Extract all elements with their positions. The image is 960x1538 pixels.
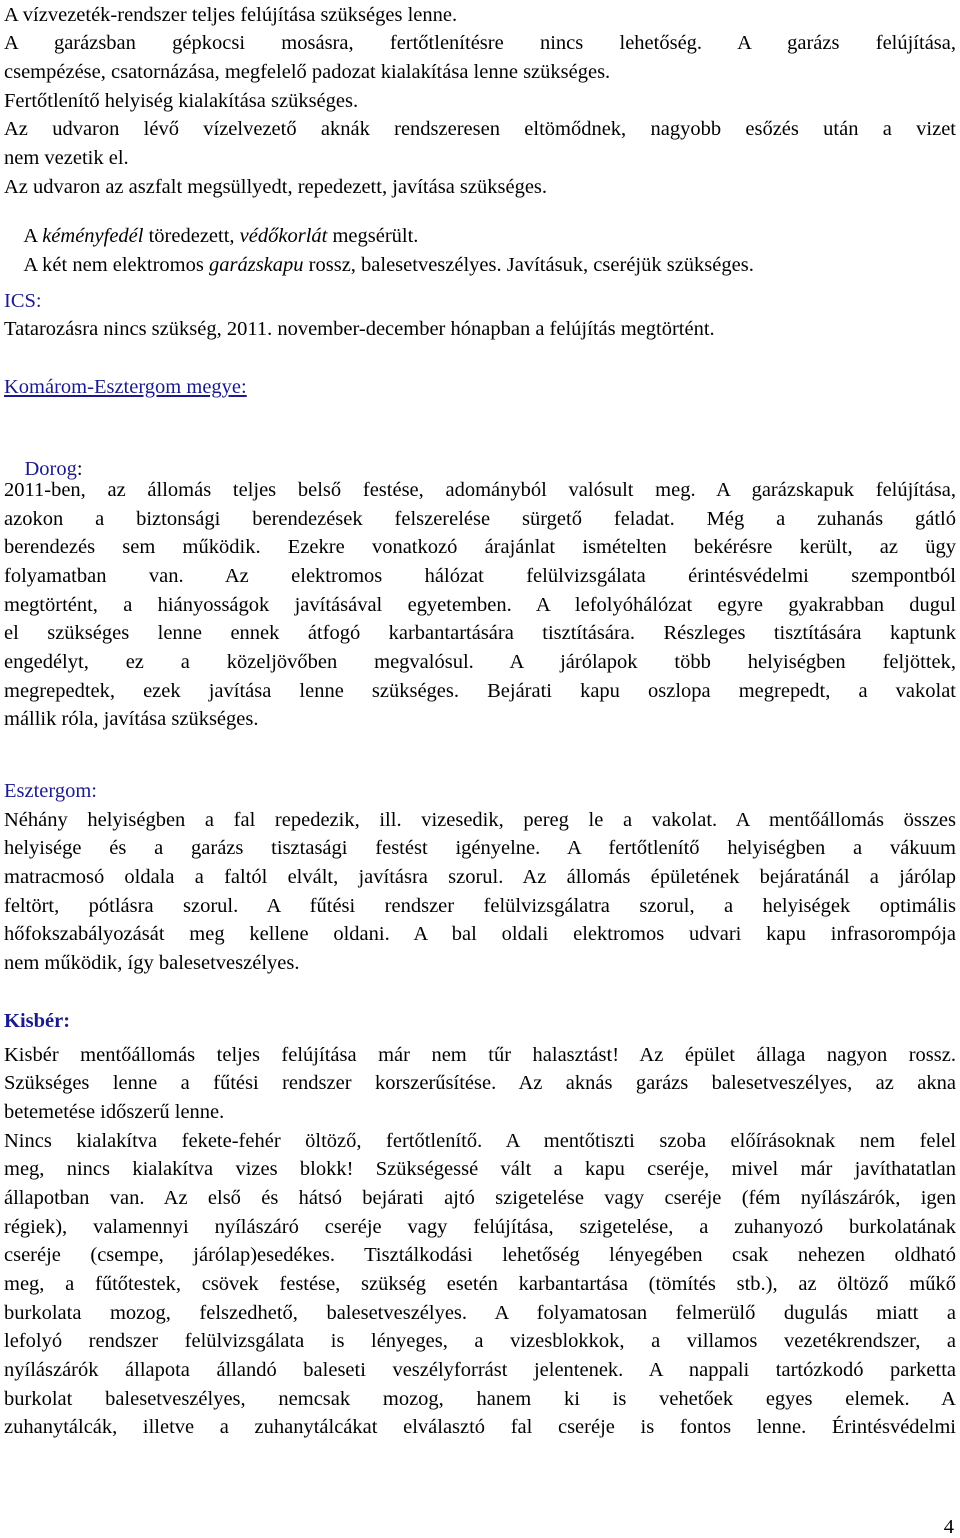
county-heading: Komárom-Esztergom megye:: [4, 376, 247, 398]
italic-term: kéményfedél: [42, 224, 144, 247]
text-line: régiek), valamennyi nyílászáró cseréje vagy felújítása, szigetelése, a zuhanyozó burkolatának: [4, 1216, 956, 1238]
text-line: matracmosó oldala a faltól elvált, javításra szorul. Az állomás épületének bejáratánál a járólap: [4, 866, 956, 888]
text-line: burkolat balesetveszélyes, nemcsak mozog, hanem ki is vehetőek egyes elemek. A: [4, 1388, 956, 1410]
text-line: burkolata mozog, felszedhető, balesetveszélyes. A folyamatosan felmerülő dugulás miatt a: [4, 1302, 956, 1324]
italic-term: védőkorlát: [239, 224, 328, 247]
text-line: Az udvaron az aszfalt megsüllyedt, repedezett, javítása szükséges.: [4, 176, 548, 198]
text-line: Néhány helyiségben a fal repedezik, ill. vizesedik, pereg le a vakolat. A mentőállomás összes: [4, 809, 956, 831]
text-line: [4, 234, 754, 296]
section-heading-ics: ICS:: [4, 290, 42, 312]
section-heading-esztergom: Esztergom:: [4, 780, 97, 802]
text-line: Az udvaron lévő vízelvezető aknák rendszeresen eltömődnek, nagyobb esőzés után a vizet: [4, 118, 956, 140]
heading-text: Dorog: [24, 457, 77, 480]
text-line: meg, nincs kialakítva vizes blokk! Szükségessé vált a kapu cseréje, mivel már javíthatatlan: [4, 1158, 956, 1180]
text-span: rossz, balesetveszélyes. Javításuk, cseréjük szükséges.: [303, 253, 754, 276]
text-line: betemetése időszerű lenne.: [4, 1101, 225, 1123]
page-number: 4: [943, 1516, 954, 1538]
text-line: el szükséges lenne ennek átfogó karbantartására tisztítására. Részleges tisztítására kaptunk: [4, 622, 956, 644]
text-span: A: [23, 224, 43, 247]
text-line: engedélyt, ez a közeljövőben megvalósul. A járólapok több helyiségben feljöttek,: [4, 651, 956, 673]
heading-colon: :: [76, 457, 83, 480]
text-line: 2011-ben, az állomás teljes belső festése, adományból valósult meg. A garázskapuk felújítása,: [4, 479, 956, 501]
text-line: nem működik, így balesetveszélyes.: [4, 952, 300, 974]
text-line: zuhanytálcák, illetve a zuhanytálcákat elválasztó fal cseréje is fontos lenne. Érintésvédelmi: [4, 1416, 956, 1438]
text-line: Kisbér mentőállomás teljes felújítása már nem tűr halasztást! Az épület állaga nagyon rossz.: [4, 1044, 956, 1066]
text-line: Szükséges lenne a fűtési rendszer korszerűsítése. Az aknás garázs balesetveszélyes, az akna: [4, 1072, 956, 1094]
text-line: mállik róla, javítása szükséges.: [4, 708, 259, 730]
italic-term: garázskapu: [208, 253, 304, 276]
text-line: nyílászárók állapota állandó baleseti veszélyforrást jelentenek. A nappali tartózkodó parketta: [4, 1359, 956, 1381]
text-span: A két nem elektromos: [23, 253, 209, 276]
text-span: töredezett,: [143, 224, 240, 247]
text-line: helyisége és a garázs tisztasági festést igényelne. A fertőtlenítő helyiségben a vákuum: [4, 837, 956, 859]
text-line: állapotban van. Az első és hátsó bejárati ajtó szigetelése vagy cseréje (fém nyílászárók, igen: [4, 1187, 956, 1209]
section-heading-kisber: Kisbér:: [4, 1010, 71, 1032]
text-line: cseréje (csempe, járólap)esedékes. Tisztálkodási lehetőség lényegében csak nehezen oldható: [4, 1244, 956, 1266]
text-line: berendezés sem működik. Ezekre vonatkozó árajánlat ismételten bekérésre került, az ügy: [4, 536, 956, 558]
text-line: Nincs kialakítva fekete-fehér öltöző, fertőtlenítő. A mentőtiszti szoba előírásoknak nem felel: [4, 1130, 956, 1152]
text-line: azokon a biztonsági berendezések felszerelése sürgető feladat. Még a zuhanás gátló: [4, 508, 956, 530]
text-line: meg, a fűtőtestek, csövek festése, szükség esetén karbantartása (tömítés stb.), az öltöző műkő: [4, 1273, 956, 1295]
text-span: megsérült.: [327, 224, 419, 247]
text-line: Tatarozásra nincs szükség, 2011. november-december hónapban a felújítás megtörtént.: [4, 318, 715, 340]
text-line: Fertőtlenítő helyiség kialakítása szükséges.: [4, 90, 359, 112]
text-line: megrepedtek, ezek javítása lenne szükséges. Bejárati kapu oszlopa megrepedt, a vakolat: [4, 680, 956, 702]
text-line: A garázsban gépkocsi mosásra, fertőtlenítésre nincs lehetőség. A garázs felújítása,: [4, 32, 956, 54]
text-line: csempézése, csatornázása, megfelelő padozat kialakítása lenne szükséges.: [4, 61, 611, 83]
text-line: megtörtént, a hiányosságok javításával egyetemben. A lefolyóhálózat egyre gyakrabban dugul: [4, 594, 956, 616]
text-line: folyamatban van. Az elektromos hálózat felülvizsgálata érintésvédelmi szempontból: [4, 565, 956, 587]
text-line: lefolyó rendszer felülvizsgálata is lényeges, a vizesblokkok, a villamos vezetékrendszer, a: [4, 1330, 956, 1352]
text-line: nem vezetik el.: [4, 147, 129, 169]
text-line: A vízvezeték-rendszer teljes felújítása szükséges lenne.: [4, 4, 458, 26]
text-line: feltört, pótlásra szorul. A fűtési rendszer felülvizsgálatra szorul, a helyiségek optimális: [4, 895, 956, 917]
text-line: hőfokszabályozását meg kellene oldani. A bal oldali elektromos udvari kapu infrasorompója: [4, 923, 956, 945]
